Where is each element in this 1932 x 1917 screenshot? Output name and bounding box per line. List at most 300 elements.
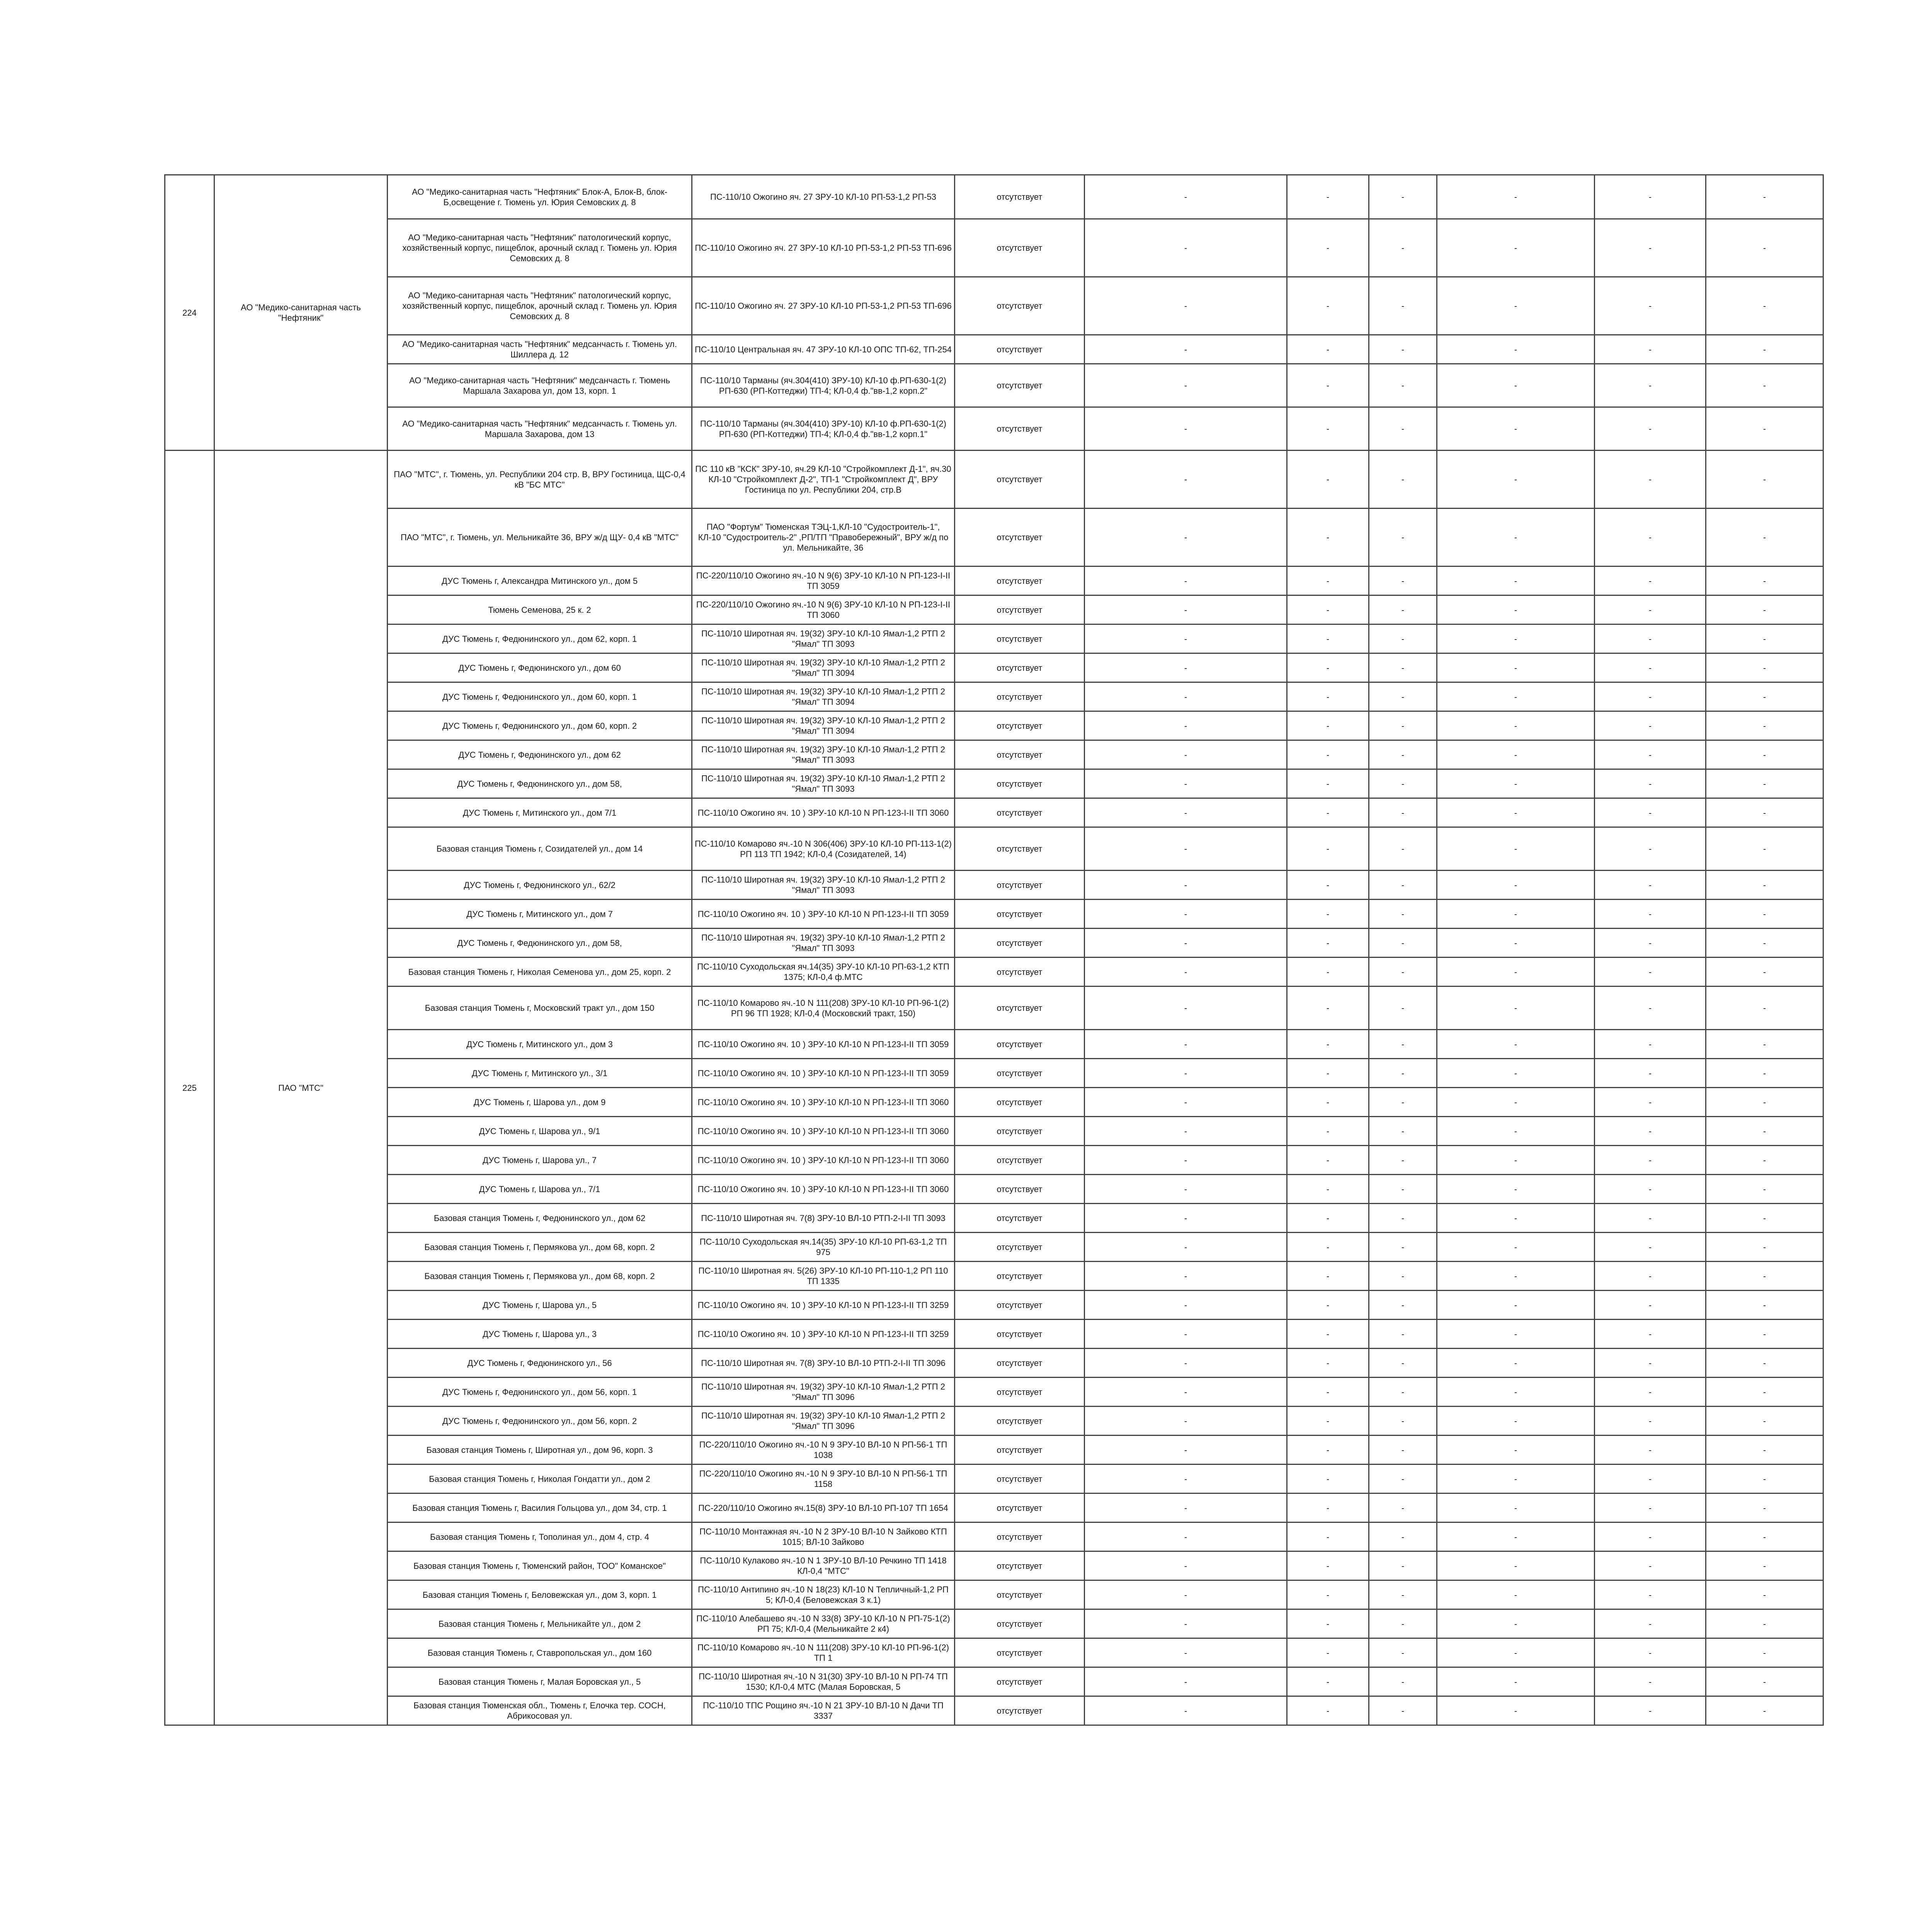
table-row [165, 624, 1823, 653]
object-cell: АО "Медико-санитарная часть "Нефтяник" медсанчасть г. Тюмень ул. Маршала Захарова, дом 13 [388, 407, 692, 451]
dash-cell: - [1595, 451, 1706, 509]
dash-cell: - [1595, 1436, 1706, 1465]
dash-cell: - [1369, 175, 1437, 219]
supply-scheme-cell: ПС-110/10 Тарманы (яч.304(410) ЗРУ-10) КЛ-10 ф.РП-630-1(2) РП-630 (РП-Коттеджи) ТП-4; КЛ-0,4 ф."вв-1,2 корп.1" [692, 407, 955, 451]
supply-scheme-cell: ПС-110/10 Широтная яч. 7(8) ЗРУ-10 ВЛ-10 РТП-2-I-II ТП 3096 [692, 1349, 955, 1378]
status-cell: отсутствует [955, 277, 1085, 335]
dash-cell: - [1287, 1522, 1369, 1551]
object-cell: Базовая станция Тюмень г, Николая Гондатти ул., дом 2 [388, 1465, 692, 1493]
dash-cell: - [1085, 1262, 1287, 1291]
dash-cell: - [1085, 1320, 1287, 1349]
supply-scheme-cell: ПС-110/10 Комарово яч.-10 N 111(208) ЗРУ-10 КЛ-10 РП-96-1(2) РП 96 ТП 1928; КЛ-0,4 (Московский тракт, 150) [692, 987, 955, 1030]
dash-cell: - [1595, 566, 1706, 595]
dash-cell: - [1706, 595, 1823, 624]
dash-cell: - [1437, 1204, 1595, 1233]
dash-cell: - [1595, 682, 1706, 711]
dash-cell: - [1437, 987, 1595, 1030]
dash-cell: - [1085, 277, 1287, 335]
dash-cell: - [1287, 1696, 1369, 1725]
dash-cell: - [1437, 1580, 1595, 1609]
supply-scheme-cell: ПС-110/10 Монтажная яч.-10 N 2 ЗРУ-10 ВЛ-10 N Зайково КТП 1015; ВЛ-10 Зайково [692, 1522, 955, 1551]
dash-cell: - [1085, 175, 1287, 219]
dash-cell: - [1437, 451, 1595, 509]
dash-cell: - [1706, 1204, 1823, 1233]
dash-cell: - [1085, 740, 1287, 769]
dash-cell: - [1085, 364, 1287, 407]
dash-cell: - [1437, 1059, 1595, 1088]
status-cell: отсутствует [955, 1030, 1085, 1059]
dash-cell: - [1287, 566, 1369, 595]
dash-cell: - [1595, 1493, 1706, 1522]
supply-scheme-cell: ПС-110/10 Ожогино яч. 27 ЗРУ-10 КЛ-10 РП-53-1,2 РП-53 ТП-696 [692, 277, 955, 335]
dash-cell: - [1706, 175, 1823, 219]
dash-cell: - [1437, 1262, 1595, 1291]
object-cell: Базовая станция Тюменская обл., Тюмень г, Елочка тер. СОСН, Абрикосовая ул. [388, 1696, 692, 1725]
dash-cell: - [1706, 335, 1823, 364]
supply-scheme-cell: ПС-110/10 Ожогино яч. 27 ЗРУ-10 КЛ-10 РП-53-1,2 РП-53 ТП-696 [692, 219, 955, 277]
dash-cell: - [1706, 1378, 1823, 1407]
dash-cell: - [1085, 1551, 1287, 1580]
dash-cell: - [1085, 929, 1287, 958]
supply-scheme-cell: ПС-220/110/10 Ожогино яч.-10 N 9(6) ЗРУ-10 КЛ-10 N РП-123-I-II ТП 3060 [692, 595, 955, 624]
object-cell: Базовая станция Тюмень г, Николая Семенова ул., дом 25, корп. 2 [388, 958, 692, 987]
dash-cell: - [1369, 1030, 1437, 1059]
dash-cell: - [1085, 1407, 1287, 1436]
dash-cell: - [1085, 1349, 1287, 1378]
dash-cell: - [1085, 900, 1287, 929]
supply-scheme-cell: ПС-110/10 Ожогино яч. 10 ) ЗРУ-10 КЛ-10 N РП-123-I-II ТП 3259 [692, 1291, 955, 1320]
dash-cell: - [1085, 1667, 1287, 1696]
dash-cell: - [1287, 1436, 1369, 1465]
dash-cell: - [1595, 1667, 1706, 1696]
supply-scheme-cell: ПС-110/10 Ожогино яч. 10 ) ЗРУ-10 КЛ-10 N РП-123-I-II ТП 3060 [692, 798, 955, 827]
table-row [165, 1233, 1823, 1262]
dash-cell: - [1287, 1349, 1369, 1378]
dash-cell: - [1287, 364, 1369, 407]
dash-cell: - [1287, 1609, 1369, 1638]
dash-cell: - [1706, 1320, 1823, 1349]
dash-cell: - [1085, 987, 1287, 1030]
dash-cell: - [1085, 769, 1287, 798]
table-row [165, 1667, 1823, 1696]
dash-cell: - [1085, 1204, 1287, 1233]
dash-cell: - [1085, 1638, 1287, 1667]
dash-cell: - [1437, 1407, 1595, 1436]
dash-cell: - [1437, 1146, 1595, 1175]
dash-cell: - [1706, 769, 1823, 798]
dash-cell: - [1706, 958, 1823, 987]
dash-cell: - [1287, 1580, 1369, 1609]
dash-cell: - [1706, 653, 1823, 682]
supply-scheme-cell: ПС-110/10 Суходольская яч.14(35) ЗРУ-10 КЛ-10 РП-63-1,2 КТП 1375; КЛ-0,4 ф.МТС [692, 958, 955, 987]
object-cell: ДУС Тюмень г, Федюнинского ул., дом 56, корп. 1 [388, 1378, 692, 1407]
dash-cell: - [1085, 595, 1287, 624]
dash-cell: - [1369, 219, 1437, 277]
supply-scheme-cell: ПС-110/10 Комарово яч.-10 N 111(208) ЗРУ-10 КЛ-10 РП-96-1(2) ТП 1 [692, 1638, 955, 1667]
dash-cell: - [1437, 711, 1595, 740]
table-row [165, 1696, 1823, 1725]
object-cell: ДУС Тюмень г, Федюнинского ул., дом 56, корп. 2 [388, 1407, 692, 1436]
table-row [165, 364, 1823, 407]
table-row [165, 1465, 1823, 1493]
dash-cell: - [1287, 1117, 1369, 1146]
dash-cell: - [1085, 653, 1287, 682]
supply-scheme-cell: ПС-110/10 Широтная яч. 7(8) ЗРУ-10 ВЛ-10 РТП-2-I-II ТП 3093 [692, 1204, 955, 1233]
dash-cell: - [1287, 509, 1369, 566]
dash-cell: - [1085, 1522, 1287, 1551]
dash-cell: - [1595, 509, 1706, 566]
dash-cell: - [1437, 1349, 1595, 1378]
supply-scheme-cell: ПС-110/10 Ожогино яч. 10 ) ЗРУ-10 КЛ-10 N РП-123-I-II ТП 3060 [692, 1175, 955, 1204]
supply-scheme-cell: ПС-110/10 Широтная яч. 19(32) ЗРУ-10 КЛ-10 Ямал-1,2 РТП 2 "Ямал" ТП 3094 [692, 653, 955, 682]
dash-cell: - [1369, 1667, 1437, 1696]
dash-cell: - [1287, 1493, 1369, 1522]
status-cell: отсутствует [955, 1378, 1085, 1407]
dash-cell: - [1369, 566, 1437, 595]
status-cell: отсутствует [955, 1117, 1085, 1146]
supply-scheme-cell: ПС-110/10 Широтная яч. 5(26) ЗРУ-10 КЛ-10 РП-110-1,2 РП 110 ТП 1335 [692, 1262, 955, 1291]
dash-cell: - [1085, 1088, 1287, 1117]
object-cell: АО "Медико-санитарная часть "Нефтяник" патологический корпус, хозяйственный корпус, пищеблок, арочный склад г. Тюмень ул. Юрия Семовских д. 8 [388, 219, 692, 277]
dash-cell: - [1706, 1436, 1823, 1465]
dash-cell: - [1287, 624, 1369, 653]
supply-scheme-cell: ПС-110/10 Широтная яч. 19(32) ЗРУ-10 КЛ-10 Ямал-1,2 РТП 2 "Ямал" ТП 3094 [692, 682, 955, 711]
dash-cell: - [1287, 1465, 1369, 1493]
object-cell: ДУС Тюмень г, Федюнинского ул., 56 [388, 1349, 692, 1378]
dash-cell: - [1287, 1291, 1369, 1320]
dash-cell: - [1287, 1551, 1369, 1580]
dash-cell: - [1085, 827, 1287, 871]
status-cell: отсутствует [955, 595, 1085, 624]
table-row [165, 566, 1823, 595]
dash-cell: - [1706, 1638, 1823, 1667]
dash-cell: - [1085, 407, 1287, 451]
table-row [165, 407, 1823, 451]
supply-scheme-cell: ПС-110/10 Ожогино яч. 10 ) ЗРУ-10 КЛ-10 N РП-123-I-II ТП 3060 [692, 1088, 955, 1117]
status-cell: отсутствует [955, 1233, 1085, 1262]
dash-cell: - [1437, 407, 1595, 451]
object-cell: Базовая станция Тюмень г, Широтная ул., дом 96, корп. 3 [388, 1436, 692, 1465]
dash-cell: - [1595, 1146, 1706, 1175]
object-cell: ДУС Тюмень г, Федюнинского ул., 62/2 [388, 871, 692, 900]
dash-cell: - [1706, 624, 1823, 653]
object-cell: ДУС Тюмень г, Федюнинского ул., дом 58, [388, 929, 692, 958]
table-row [165, 1175, 1823, 1204]
dash-cell: - [1287, 900, 1369, 929]
dash-cell: - [1369, 1696, 1437, 1725]
status-cell: отсутствует [955, 624, 1085, 653]
object-cell: ДУС Тюмень г, Шарова ул., 9/1 [388, 1117, 692, 1146]
dash-cell: - [1369, 798, 1437, 827]
table-row [165, 1638, 1823, 1667]
dash-cell: - [1369, 277, 1437, 335]
dash-cell: - [1706, 1059, 1823, 1088]
dash-cell: - [1369, 1465, 1437, 1493]
status-cell: отсутствует [955, 958, 1085, 987]
dash-cell: - [1437, 769, 1595, 798]
dash-cell: - [1369, 1436, 1437, 1465]
dash-cell: - [1369, 1580, 1437, 1609]
status-cell: отсутствует [955, 1320, 1085, 1349]
dash-cell: - [1437, 1233, 1595, 1262]
status-cell: отсутствует [955, 711, 1085, 740]
dash-cell: - [1706, 1696, 1823, 1725]
dash-cell: - [1085, 335, 1287, 364]
dash-cell: - [1085, 1059, 1287, 1088]
dash-cell: - [1595, 175, 1706, 219]
dash-cell: - [1706, 682, 1823, 711]
object-cell: ДУС Тюмень г, Митинского ул., дом 7/1 [388, 798, 692, 827]
dash-cell: - [1085, 958, 1287, 987]
supply-scheme-cell: ПС-110/10 Широтная яч.-10 N 31(30) ЗРУ-10 ВЛ-10 N РП-74 ТП 1530; КЛ-0,4 МТС (Малая Боровская, 5 [692, 1667, 955, 1696]
dash-cell: - [1595, 1059, 1706, 1088]
dash-cell: - [1085, 1696, 1287, 1725]
dash-cell: - [1085, 1580, 1287, 1609]
dash-cell: - [1437, 1030, 1595, 1059]
dash-cell: - [1085, 798, 1287, 827]
dash-cell: - [1369, 1378, 1437, 1407]
dash-cell: - [1706, 1291, 1823, 1320]
dash-cell: - [1595, 1204, 1706, 1233]
dash-cell: - [1706, 1349, 1823, 1378]
status-cell: отсутствует [955, 566, 1085, 595]
dash-cell: - [1369, 987, 1437, 1030]
supply-scheme-cell: ПС-110/10 ТПС Рощино яч.-10 N 21 ЗРУ-10 ВЛ-10 N Дачи ТП 3337 [692, 1696, 955, 1725]
dash-cell: - [1287, 1638, 1369, 1667]
dash-cell: - [1437, 827, 1595, 871]
dash-cell: - [1595, 1233, 1706, 1262]
table-row [165, 682, 1823, 711]
dash-cell: - [1085, 1291, 1287, 1320]
status-cell: отсутствует [955, 1638, 1085, 1667]
supply-scheme-cell: ПС-110/10 Суходольская яч.14(35) ЗРУ-10 КЛ-10 РП-63-1,2 ТП 975 [692, 1233, 955, 1262]
status-cell: отсутствует [955, 407, 1085, 451]
table-row [165, 958, 1823, 987]
dash-cell: - [1706, 566, 1823, 595]
object-cell: ДУС Тюмень г, Федюнинского ул., дом 62 [388, 740, 692, 769]
dash-cell: - [1437, 958, 1595, 987]
table-row [165, 1436, 1823, 1465]
dash-cell: - [1287, 175, 1369, 219]
object-cell: Базовая станция Тюмень г, Тополиная ул., дом 4, стр. 4 [388, 1522, 692, 1551]
dash-cell: - [1369, 1407, 1437, 1436]
supply-scheme-cell: ПС-110/10 Ожогино яч. 10 ) ЗРУ-10 КЛ-10 N РП-123-I-II ТП 3059 [692, 900, 955, 929]
dash-cell: - [1706, 1146, 1823, 1175]
dash-cell: - [1437, 335, 1595, 364]
object-cell: ДУС Тюмень г, Федюнинского ул., дом 58, [388, 769, 692, 798]
dash-cell: - [1437, 900, 1595, 929]
table-row [165, 1493, 1823, 1522]
supply-scheme-cell: ПС-220/110/10 Ожогино яч.-10 N 9(6) ЗРУ-10 КЛ-10 N РП-123-I-II ТП 3059 [692, 566, 955, 595]
dash-cell: - [1706, 1262, 1823, 1291]
dash-cell: - [1706, 1551, 1823, 1580]
dash-cell: - [1595, 1638, 1706, 1667]
dash-cell: - [1369, 1638, 1437, 1667]
dash-cell: - [1369, 335, 1437, 364]
dash-cell: - [1437, 1465, 1595, 1493]
dash-cell: - [1595, 1320, 1706, 1349]
dash-cell: - [1287, 1233, 1369, 1262]
object-cell: АО "Медико-санитарная часть "Нефтяник" патологический корпус, хозяйственный корпус, пищеблок, арочный склад г. Тюмень ул. Юрия Семовских д. 8 [388, 277, 692, 335]
status-cell: отсутствует [955, 929, 1085, 958]
supply-scheme-cell: ПС-110/10 Широтная яч. 19(32) ЗРУ-10 КЛ-10 Ямал-1,2 РТП 2 "Ямал" ТП 3093 [692, 740, 955, 769]
dash-cell: - [1369, 1088, 1437, 1117]
status-cell: отсутствует [955, 740, 1085, 769]
table-row [165, 509, 1823, 566]
dash-cell: - [1595, 1609, 1706, 1638]
dash-cell: - [1287, 929, 1369, 958]
table-row [165, 1551, 1823, 1580]
table-row [165, 595, 1823, 624]
dash-cell: - [1595, 958, 1706, 987]
dash-cell: - [1595, 1522, 1706, 1551]
dash-cell: - [1369, 624, 1437, 653]
status-cell: отсутствует [955, 1349, 1085, 1378]
table-row [165, 987, 1823, 1030]
object-cell: ПАО "МТС", г. Тюмень, ул. Мельникайте 36, ВРУ ж/д ЩУ- 0,4 кВ "МТС" [388, 509, 692, 566]
object-cell: ДУС Тюмень г, Митинского ул., 3/1 [388, 1059, 692, 1088]
dash-cell: - [1287, 1030, 1369, 1059]
dash-cell: - [1085, 1117, 1287, 1146]
dash-cell: - [1437, 1117, 1595, 1146]
dash-cell: - [1085, 1436, 1287, 1465]
dash-cell: - [1437, 219, 1595, 277]
dash-cell: - [1706, 1088, 1823, 1117]
object-cell: ДУС Тюмень г, Шарова ул., 7 [388, 1146, 692, 1175]
table-row [165, 827, 1823, 871]
supply-scheme-cell: ПС-110/10 Широтная яч. 19(32) ЗРУ-10 КЛ-10 Ямал-1,2 РТП 2 "Ямал" ТП 3093 [692, 929, 955, 958]
status-cell: отсутствует [955, 1407, 1085, 1436]
status-cell: отсутствует [955, 1146, 1085, 1175]
dash-cell: - [1437, 1291, 1595, 1320]
status-cell: отсутствует [955, 769, 1085, 798]
dash-cell: - [1595, 595, 1706, 624]
table-row [165, 1291, 1823, 1320]
dash-cell: - [1595, 364, 1706, 407]
dash-cell: - [1369, 1117, 1437, 1146]
dash-cell: - [1369, 929, 1437, 958]
table-row [165, 1407, 1823, 1436]
dash-cell: - [1595, 987, 1706, 1030]
dash-cell: - [1369, 509, 1437, 566]
object-cell: АО "Медико-санитарная часть "Нефтяник" медсанчасть г. Тюмень Маршала Захарова ул, дом 13, корп. 1 [388, 364, 692, 407]
object-cell: ДУС Тюмень г, Митинского ул., дом 3 [388, 1030, 692, 1059]
supply-scheme-cell: ПС-110/10 Ожогино яч. 10 ) ЗРУ-10 КЛ-10 N РП-123-I-II ТП 3059 [692, 1030, 955, 1059]
status-cell: отсутствует [955, 1551, 1085, 1580]
dash-cell: - [1437, 509, 1595, 566]
table-row [165, 1609, 1823, 1638]
status-cell: отсутствует [955, 1522, 1085, 1551]
dash-cell: - [1706, 1030, 1823, 1059]
dash-cell: - [1706, 1609, 1823, 1638]
dash-cell: - [1369, 407, 1437, 451]
supply-scheme-cell: ПС-110/10 Ожогино яч. 10 ) ЗРУ-10 КЛ-10 N РП-123-I-II ТП 3060 [692, 1117, 955, 1146]
object-cell: ДУС Тюмень г, Шарова ул., 3 [388, 1320, 692, 1349]
dash-cell: - [1437, 624, 1595, 653]
status-cell: отсутствует [955, 1493, 1085, 1522]
table-row [165, 900, 1823, 929]
object-cell: ПАО "МТС", г. Тюмень, ул. Республики 204 стр. В, ВРУ Гостиница, ЩС-0,4 кВ "БС МТС" [388, 451, 692, 509]
dash-cell: - [1595, 219, 1706, 277]
status-cell: отсутствует [955, 1580, 1085, 1609]
dash-cell: - [1369, 1522, 1437, 1551]
dash-cell: - [1437, 277, 1595, 335]
group-organization-cell: АО "Медико-санитарная часть "Нефтяник" [214, 175, 388, 451]
supply-scheme-cell: ПС-110/10 Широтная яч. 19(32) ЗРУ-10 КЛ-10 Ямал-1,2 РТП 2 "Ямал" ТП 3096 [692, 1407, 955, 1436]
supply-scheme-cell: ПС-110/10 Центральная яч. 47 ЗРУ-10 КЛ-10 ОПС ТП-62, ТП-254 [692, 335, 955, 364]
dash-cell: - [1595, 335, 1706, 364]
supply-scheme-cell: ПС-110/10 Широтная яч. 19(32) ЗРУ-10 КЛ-10 Ямал-1,2 РТП 2 "Ямал" ТП 3093 [692, 769, 955, 798]
object-cell: ДУС Тюмень г, Шарова ул., дом 9 [388, 1088, 692, 1117]
dash-cell: - [1369, 1609, 1437, 1638]
dash-cell: - [1369, 1320, 1437, 1349]
dash-cell: - [1595, 277, 1706, 335]
dash-cell: - [1706, 798, 1823, 827]
object-cell: ДУС Тюмень г, Митинского ул., дом 7 [388, 900, 692, 929]
object-cell: ДУС Тюмень г, Федюнинского ул., дом 62, корп. 1 [388, 624, 692, 653]
dash-cell: - [1287, 1262, 1369, 1291]
dash-cell: - [1595, 798, 1706, 827]
dash-cell: - [1595, 1088, 1706, 1117]
dash-cell: - [1369, 1551, 1437, 1580]
object-cell: Базовая станция Тюмень г, Ставропольская ул., дом 160 [388, 1638, 692, 1667]
dash-cell: - [1595, 769, 1706, 798]
supply-scheme-cell: ПС-220/110/10 Ожогино яч.-10 N 9 ЗРУ-10 ВЛ-10 N РП-56-1 ТП 1158 [692, 1465, 955, 1493]
dash-cell: - [1706, 711, 1823, 740]
status-cell: отсутствует [955, 1204, 1085, 1233]
status-cell: отсутствует [955, 1667, 1085, 1696]
table-row [165, 335, 1823, 364]
dash-cell: - [1595, 1696, 1706, 1725]
object-cell: АО "Медико-санитарная часть "Нефтяник" медсанчасть г. Тюмень ул. Шиллера д. 12 [388, 335, 692, 364]
dash-cell: - [1706, 277, 1823, 335]
dash-cell: - [1437, 1638, 1595, 1667]
dash-cell: - [1595, 827, 1706, 871]
table-row [165, 1204, 1823, 1233]
dash-cell: - [1706, 407, 1823, 451]
dash-cell: - [1706, 827, 1823, 871]
status-cell: отсутствует [955, 798, 1085, 827]
dash-cell: - [1437, 364, 1595, 407]
dash-cell: - [1369, 1262, 1437, 1291]
dash-cell: - [1437, 1696, 1595, 1725]
dash-cell: - [1595, 624, 1706, 653]
dash-cell: - [1706, 364, 1823, 407]
object-cell: Базовая станция Тюмень г, Созидателей ул., дом 14 [388, 827, 692, 871]
dash-cell: - [1085, 1493, 1287, 1522]
dash-cell: - [1085, 1609, 1287, 1638]
status-cell: отсутствует [955, 827, 1085, 871]
supply-scheme-cell: ПС-110/10 Алебашево яч.-10 N 33(8) ЗРУ-10 КЛ-10 N РП-75-1(2) РП 75; КЛ-0,4 (Мельникайте 2 к4) [692, 1609, 955, 1638]
dash-cell: - [1595, 1262, 1706, 1291]
table-row [165, 1320, 1823, 1349]
supply-scheme-cell: ПС-110/10 Ожогино яч. 10 ) ЗРУ-10 КЛ-10 N РП-123-I-II ТП 3059 [692, 1059, 955, 1088]
table-row [165, 277, 1823, 335]
dash-cell: - [1369, 769, 1437, 798]
table-row [165, 1580, 1823, 1609]
dash-cell: - [1437, 1436, 1595, 1465]
dash-cell: - [1287, 769, 1369, 798]
dash-cell: - [1706, 987, 1823, 1030]
table-row [165, 740, 1823, 769]
dash-cell: - [1085, 566, 1287, 595]
dash-cell: - [1437, 1667, 1595, 1696]
dash-cell: - [1595, 1030, 1706, 1059]
status-cell: отсутствует [955, 219, 1085, 277]
dash-cell: - [1595, 1551, 1706, 1580]
dash-cell: - [1287, 653, 1369, 682]
status-cell: отсутствует [955, 1436, 1085, 1465]
